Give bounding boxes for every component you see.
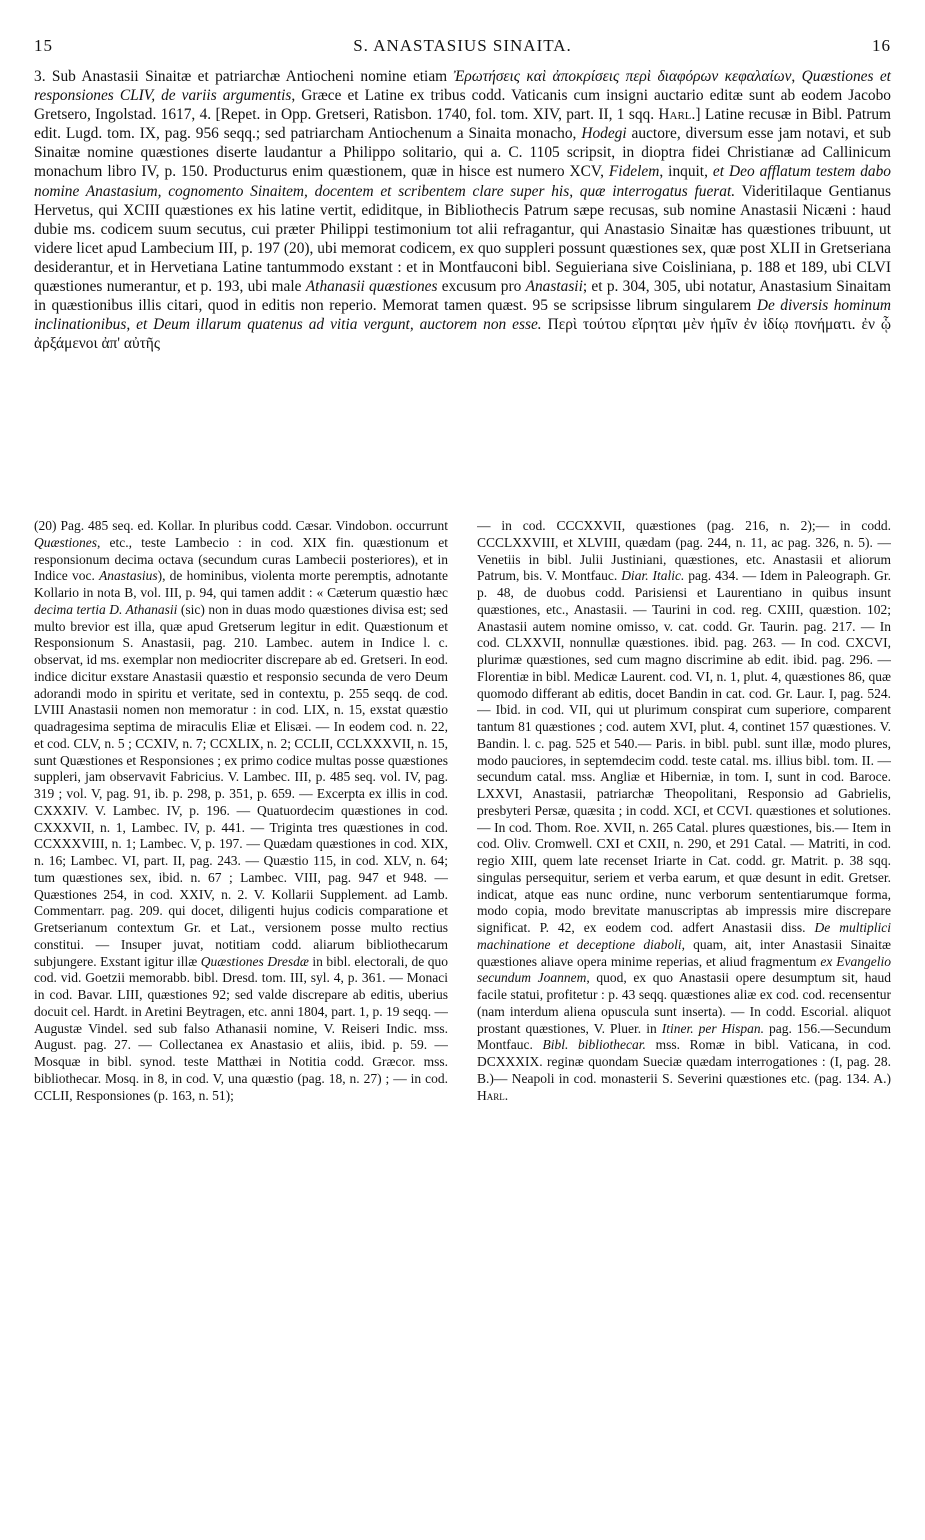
footnote-column-left (34, 518, 448, 1510)
text-segment: , (791, 68, 802, 85)
italic-segment: ex Evangelio secundum Joannem (477, 953, 891, 986)
text-segment: ), de hominibus, violenta morte peremptis, adnotante Kollario in nota B, vol. III, p. 94, qui tamen addit : « Cæterum quæstio hæc (34, 568, 448, 600)
smallcaps-segment: Harl. (658, 106, 696, 124)
italic-segment: et Deo afflatum testem dabo nomine Anastasium, cognomento Sinaitem, docentem et scribentem clare super his, quæ interrogatus fuerat. (34, 163, 892, 200)
text-segment: (sic) non in duas modo quæstiones divisa est; sed multo brevior est illa, quæ apud Gretserum legitur in edit. Quæstionum et Responsionum S. Anastasii, pag. 210. Lambec. autem in Indice l. c. observat, id ms. exemplar non mediocriter discrepare ab ed. Gretseri. In eod. indice dicitur exstare Anastasii quæstio et responsio secunda de vero Deum adorandi modo in spiritu et veritate, sed in contextu, p. 255 seqq. de cod. LVIII Anastasii nomen non memoratur : in cod. LIX, n. 15, exstat quæstio quadragesima septima de miraculis Eliæ et Elisæi. — In eodem cod. n. 22, et cod. CLV, n. 5 ; CCXIV, n. 7; CCXLIX, n. 2; CCLII, CCLXXXVII, n. 15, sunt Quæstiones et Responsiones ; ex primo codice multas posse quæstiones suppleri, jam observavit Fabricius. V. Lambec. III, p. 485 seq. vol. IV, pag. 319 ; vol. V, pag. 91, ib. p. 298, p. 351, p. 659. — Excerpta ex illis in cod. CXXXIV. V. Lambec. IV, p. 196. — Quatuordecim quæstiones in cod. CXXXVII, n. 1, Lambec. IV, p. 441. — Triginta tres quæstiones in cod. CCXXXVIII, n. 1; Lambec. V, p. 197. — Quædam quæstiones in cod. XIX, n. 16; Lambec. VI, part. II, pag. 243. — Quæstio 115, in cod. XLV, n. 64; tum quæstiones sex, ibid. n. 67 ; Lambec. VIII, pag. 947 et 948. — Quæstiones 254, in cod. XXIV, n. 2. V. Kollarii Supplement. ad Lamb. Commentarr. pag. 209. qui docet, diligenti hujus codicis comparatione et Gretserianum contextum Gr. et Lat., versionem posse multo rectius constitui. — Insuper juvat, notitiam codd. aliarum bibliothecarum subjungere. Exstant igitur illæ (34, 601, 448, 969)
italic-segment: Athanasii quæstiones (305, 278, 438, 296)
italic-segment: De multiplici machinatione et deceptione diaboli (477, 920, 891, 952)
running-title: S. ANASTASIUS SINAITA. (353, 36, 572, 55)
text-segment: (20) Pag. 485 seq. ed. Kollar. In pluribus codd. Cæsar. Vindobon. occurrunt (34, 518, 448, 533)
text-segment: mss. Romæ in bibl. Vaticana, in cod. DCXXXIX. reginæ quondam Sueciæ quædam interrogationes : (I, pag. 28. B.)— Neapoli in cod. monasterii S. Severini quæstiones etc. (pag. 134. A.) (477, 1037, 891, 1086)
italic-segment: Anastasius (99, 568, 158, 584)
footnotes (34, 518, 891, 1510)
text-segment: Περὶ τούτου εἴρηται μὲν ἡμῖν ἐν ἰδίῳ πονήματι. ἐν ᾧ ἀρξάμενοι ἀπ' αὐτῆς (34, 316, 891, 353)
italic-segment: Anastasii (525, 278, 583, 296)
italic-segment: Quæstiones Dresdæ (200, 953, 309, 969)
text-segment: , quam, ait, inter Anastasii Sinaitæ quæstiones aliave opera minime reperias, et aliud fragmentum (477, 936, 891, 969)
text-segment: auctore, diversum esse jam notavi, et sub Sinaitæ nomine quæstiones diserte laudantur a Philippo solitario, qui a. C. 1105 scripsit, in dioptra fidei Christianæ ad Callinicum monachum libro IV, p. 150. Producturus enim quæstionem, quæ in hisce est numero XCV, (34, 125, 891, 181)
text-segment: in bibl. electorali, de quo cod. vid. Goetzii memorabb. bibl. Dresd. tom. III, syl. 4, p. 361. — Monaci in cod. Bavar. LIII, quæstiones 92; sed valde discrepare ab editis, uberius docuit cel. Hardt. in Aretini Beytragen, etc. anni 1804, part. 1, p. 19 seqq. — Augustæ Vindel. sed sub falso Athanasii nomine, V. Reiseri Indic. mss. August. pag. 27. — Collectanea ex Anastasio et aliis, ibid. p. 59. — Mosquæ in bibl. synod. teste Matthæi in Notitia codd. Græcor. mss. bibliothecar. Mosq. in 8, in cod. V, una quæstio (pag. 18, n. 27) ; — in cod. CCLII, Responsiones (p. 163, n. 51); (34, 953, 448, 1103)
text-segment: — in cod. CCCXXVII, quæstiones (pag. 216, n. 2);— in codd. CCCLXXVIII, et XLVIII, quædam (pag. 244, n. 11, ac pag. 326, n. 5). — Venetiis in bibl. Julii Justiniani, quæstiones, etc. Anastasii et aliorum Patrum, bis. V. Montfauc. (477, 518, 891, 584)
italic-segment: Diar. Italic. (621, 568, 685, 584)
italic-segment: Fidelem (608, 163, 660, 181)
footnote-column-right (477, 518, 891, 1510)
italic-segment: Quæstiones et responsiones CLIV, de variis argumentis (34, 68, 891, 105)
footnote-20-continued (477, 518, 891, 1104)
italic-segment: decima tertia D. Athanasii (34, 601, 178, 617)
italic-segment: Bibl. bibliothecar. (542, 1037, 646, 1053)
smallcaps-segment: Harl. (477, 1087, 509, 1103)
italic-segment: De diversis hominum inclinationibus, et Deum illarum quatenus ad vitia vergunt, auctorem non esse. (34, 297, 891, 334)
text-segment: , inquit, (659, 163, 713, 181)
text-segment: Videritilaque Gentianus Hervetus, qui XCIII quæstiones ex his latine vertit, ediditque, in Bibliothecis Patrum sæpe recusas, sub nomine Anastasii Nicæni : haud dubie ms. codicem suum secutus, cui præter Philippi testimonium tot alii refragantur, qui Anastasio Sinaitæ has quæstiones tribuunt, ut videre licet apud Lambecium III, p. 197 (20), ubi memorat codicem, ex quo suppleri possunt quæstiones sex, quæ post XLII in Gretseriana desiderantur, et in Hervetiana Latine tantummodo exstant : et in Montfauconi bibl. Seguieriana sive Coisliniana, p. 188 et 189, ubi CLVI quæstiones numerantur, et p. 193, ubi male (34, 182, 891, 296)
footnote-20 (34, 518, 448, 1104)
main-text (34, 67, 891, 353)
text-segment: , quod, ex quo Anastasii opere desumptum sit, haud facile statui, profitetur : p. 43 seqq. quæstiones aliæ ex cod. cod. recensentur (nam interdum aliena opuscula sunt inserta). — In codd. Escorial. aliquot prostant quæstiones, V. Pluer. in (477, 970, 891, 1036)
text-segment: ; et p. 304, 305, ubi notatur, Anastasium Sinaitam in quæstionibus illis citari, quod in editis non reperio. Memorat tamen quæst. 95 se scripsisse librum singularem (34, 278, 891, 315)
italic-segment: Itiner. per Hispan. (661, 1020, 764, 1036)
text-segment: , etc., teste Lambecio : in cod. XIX fin. quæstionum et responsionum decima octava (secundum curas Lambecii posteriores), et in Indice voc. (34, 534, 448, 584)
italic-segment: Ἐρωτήσεις καὶ ἀποκρίσεις περὶ διαφόρων κεφαλαίων (453, 68, 792, 85)
text-segment: pag. 156.—Secundum Montfauc. (477, 1020, 891, 1053)
main-paragraph (34, 67, 891, 353)
italic-segment: Quæstiones (34, 534, 98, 550)
text-segment: excusum pro (437, 278, 526, 296)
running-header (34, 36, 891, 58)
italic-segment: Hodegi (581, 125, 627, 143)
text-segment: pag. 434. — Idem in Paleograph. Gr. p. 48, de duobus codd. Parisiensi et Laurentiano in quibus insunt quæstiones, etc., Anastasii. — Taurini in cod. reg. CXIII, quæstion. 102; Anastasii autem nomine omisso, v. cat. codd. Gr. Taurin. pag. 217. — In cod. CLXXVII, nonnullæ quæstiones. ibid. pag. 263. — In cod. CXCVI, plurimæ quæstiones, sed cum magno discrimine ab edit. ibid. pag. 296. — Florentiæ in bibl. Medicæ Laurent. cod. VI, n. 1, plut. 4, quæstiones 86, quæ quomodo differant ab editis, docet Bandin in cat. cod. Gr. Laur. I, pag. 524. — Ibid. in cod. VII, qui ut plurimum conspirat cum superiore, comparent tantum 81 quæstiones ; cod. autem XVI, plut. 4, continet 157 quæstiones. V. Bandin. l. c. pag. 525 et 540.— Paris. in bibl. publ. sunt illæ, modo plures, modo pauciores, in septemdecim codd. teste catal. ms. illius bibl. tom. II. — secundum catal. mss. Angliæ et Hiberniæ, in tom. I, sunt in cod. Baroce. LXXVI, Anastasii, patriarchæ Theopolitani, Responsio ad Gabrielis, presbyteri Persæ, quæsita ; in codd. XCI, et CCVI. quæstiones et solutiones. — In cod. Thom. Roe. XVII, n. 265 Catal. plures quæstiones, bis.— Item in cod. Oliv. Cromwell. CXI et CXII, n. 290, et 291 Catal. — Matriti, in cod. regio XIII, quem late recenset Iriarte in Cat. codd. gr. Matrit. p. 38 sqq. singulas persequitur, seriem et verba earum, et quæ desunt in edit. Gretser. indicat, atque eas nunc ordine, nunc verborum sententiarumque forma, modo copia, modo brevitate manuscriptas ab impressis mire discrepare significat. P. 42, ex eodem cod. adfert Anastasii diss. (477, 568, 891, 935)
text-segment: ] Latine recusæ in Bibl. Patrum edit. Lugd. tom. IX, pag. 956 seqq.; sed patriarcham Antiochenum a Sinaita monacho, (34, 106, 891, 143)
page-number-right: 16 (872, 36, 891, 55)
text-segment: , Græce et Latine ex tribus codd. Vaticanis cum insigni auctario editæ sunt ab eodem Jacobo Gretsero, Ingolstad. 1617, 4. [Repet. in Opp. Gretseri, Ratisbon. 1740, fol. tom. XIV, part. II, 1 sqq. (34, 87, 891, 124)
page-number-left: 15 (34, 36, 53, 55)
text-segment: 3. Sub Anastasii Sinaitæ et patriarchæ Antiocheni nomine etiam (34, 68, 454, 85)
